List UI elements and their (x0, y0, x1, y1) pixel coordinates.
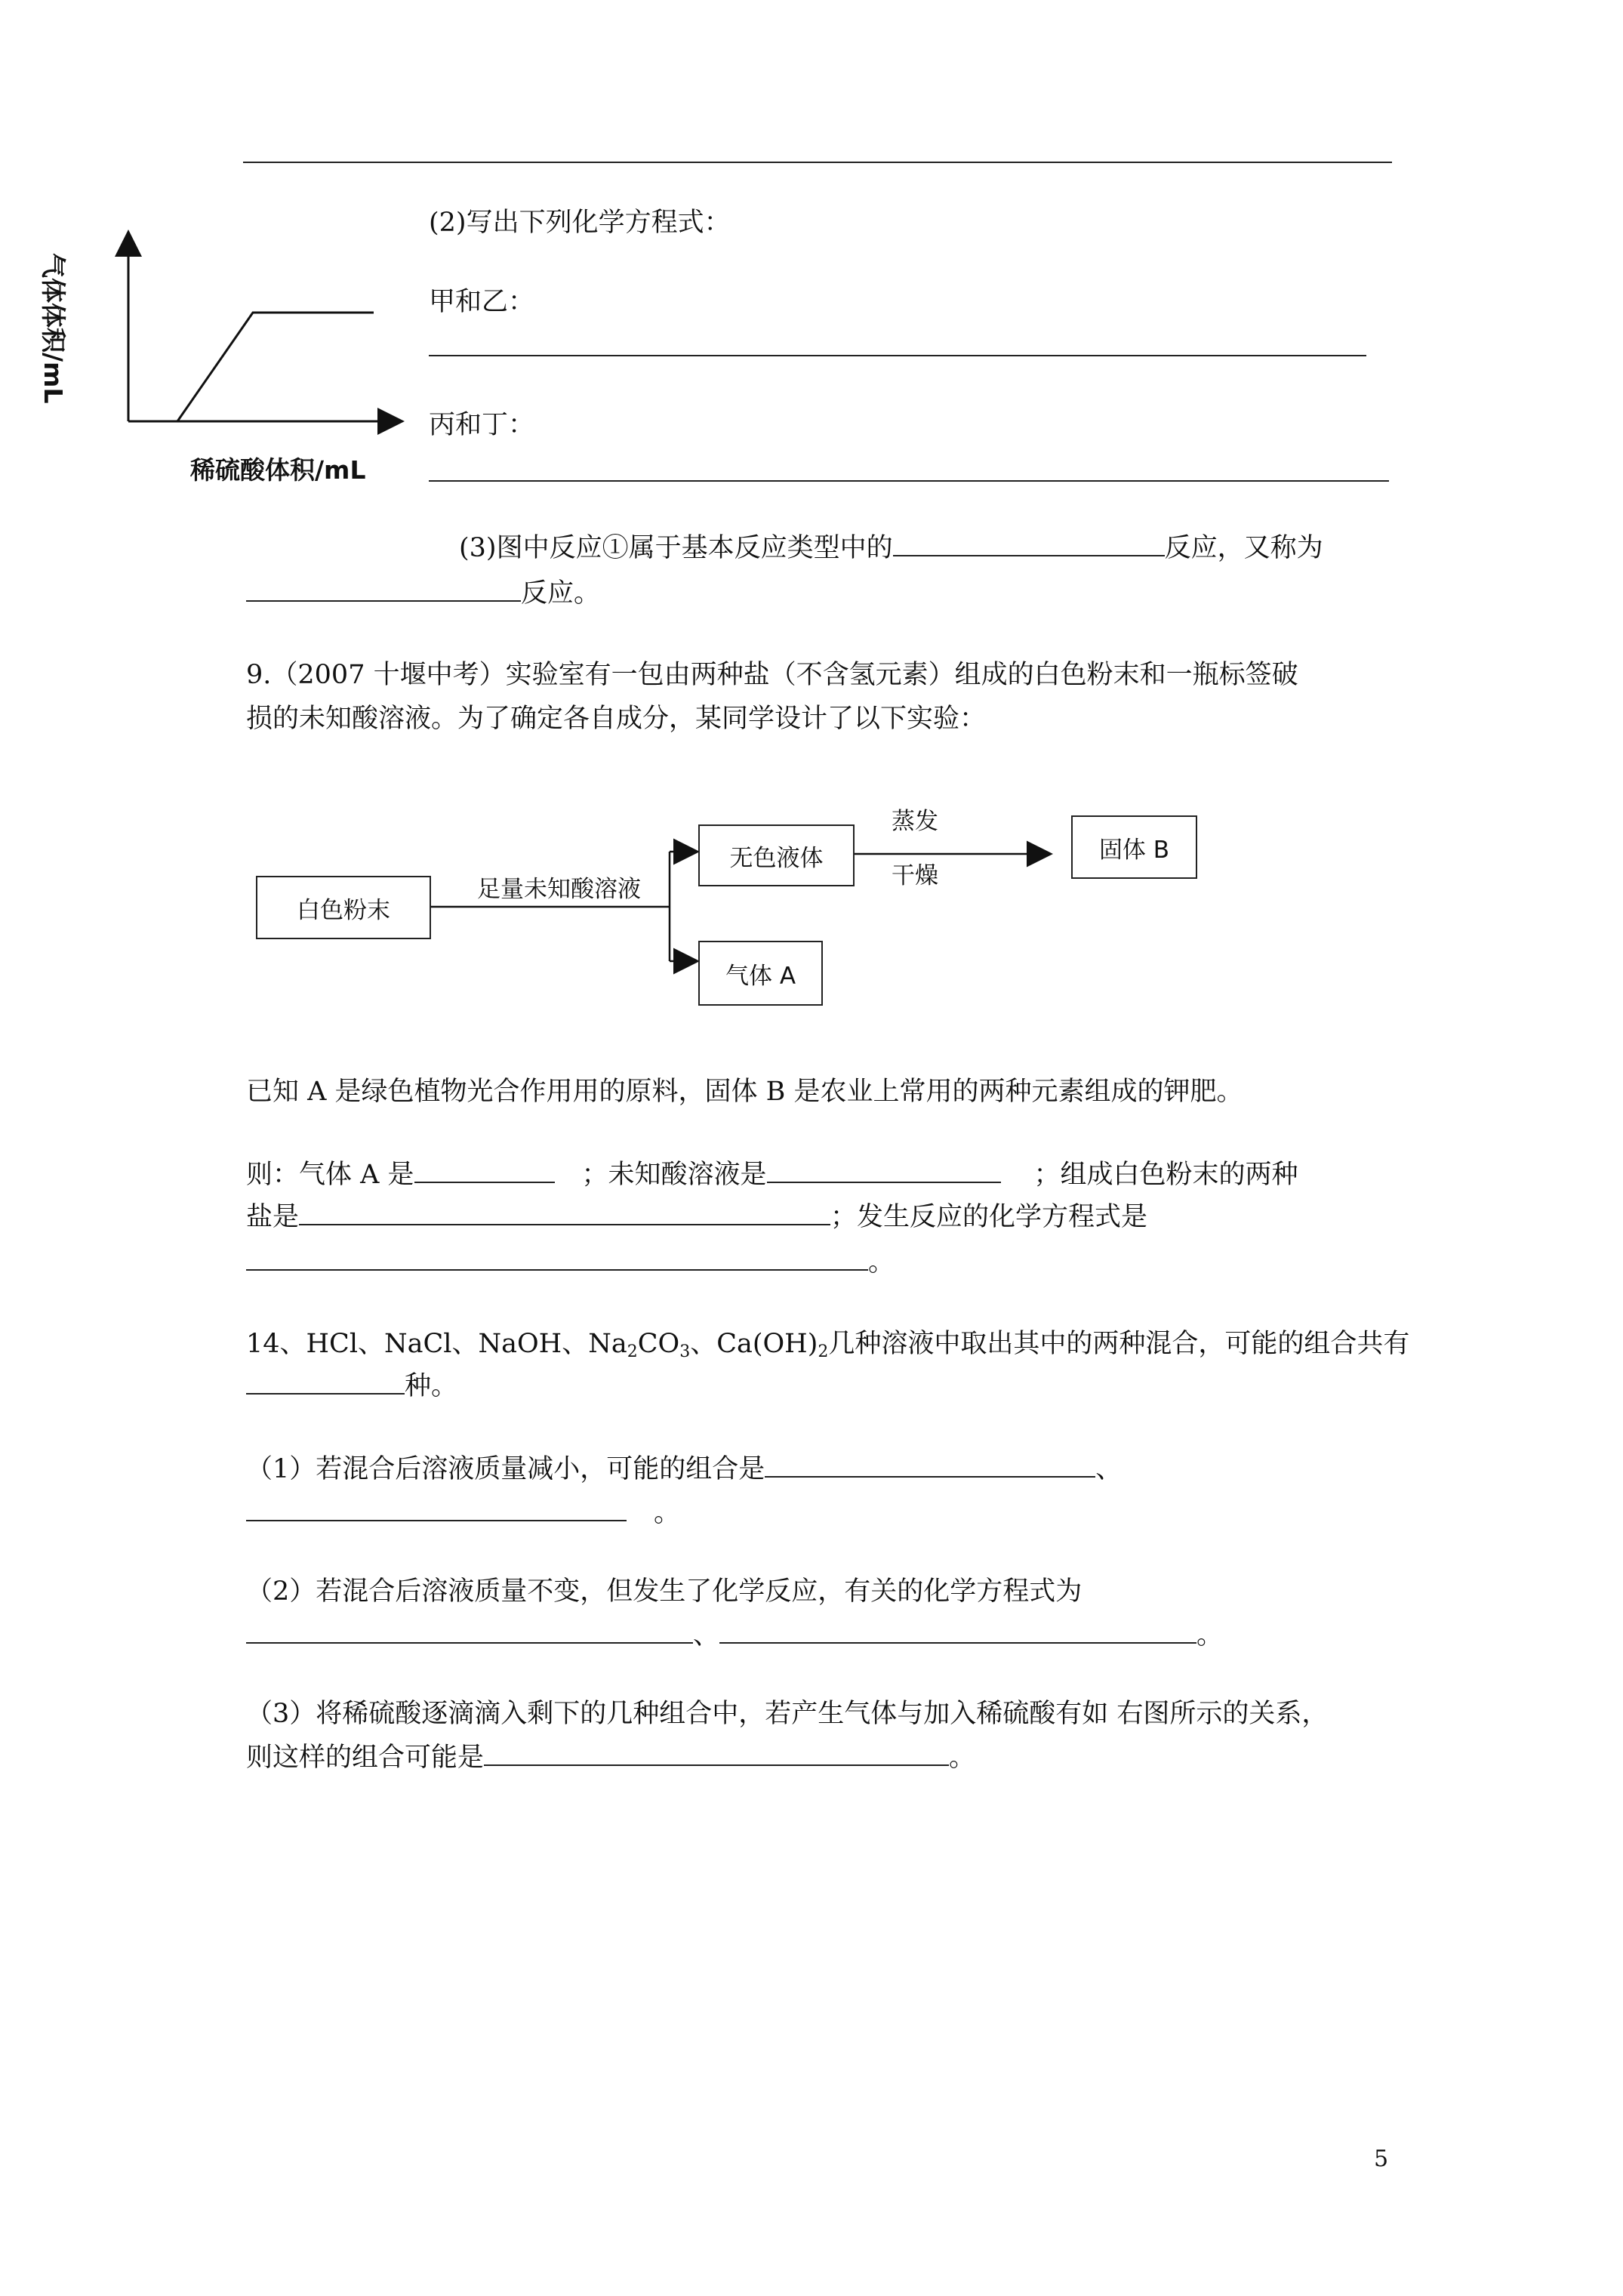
part3-text-c: 反应。 (521, 578, 601, 609)
q9-blank-equation (246, 1247, 868, 1271)
bing-ding-answer-line (429, 480, 1389, 482)
graph-curve (177, 313, 374, 421)
jia-yi-answer-line (429, 355, 1366, 356)
q14-intro-a: 14、HCl、NaCl、NaOH、Na (246, 1329, 627, 1359)
q14-intro-e: 种。 (405, 1371, 458, 1401)
part3-blank1 (893, 532, 1165, 556)
q14-p3-end: 。 (949, 1743, 976, 1773)
part3-blank2 (246, 578, 521, 602)
q9-answer-line1 (246, 1158, 1298, 1191)
q14-p2-blank1 (246, 1620, 693, 1644)
flow-label-acid: 足量未知酸溶液 (477, 876, 641, 903)
q14-p2-sep: 、 (693, 1620, 720, 1650)
q14-p3-text: 则这样的组合可能是 (246, 1743, 485, 1773)
q14-intro-line2 (246, 1370, 457, 1403)
q14-sub-co3: 3 (679, 1342, 691, 1361)
jia-yi-label: 甲和乙： (429, 287, 535, 317)
q14-sub-oh2: 2 (818, 1342, 829, 1361)
q9-ans-text5: ；发生反应的化学方程式是 (830, 1202, 1148, 1232)
q14-p1-blank1 (765, 1453, 1095, 1478)
q14-p3-blank (484, 1742, 949, 1766)
q14-intro-d: 几种溶液中取出其中的两种混合，可能的组合共有 (828, 1329, 1410, 1359)
q14-p1-end: 。 (654, 1498, 681, 1528)
q14-p3-line1: （3）将稀硫酸逐滴滴入剩下的几种组合中，若产生气体与加入稀硫酸有如 右图所示的关系， (246, 1699, 1329, 1729)
q14-p1-line2 (246, 1496, 680, 1530)
part3-line2 (246, 577, 600, 610)
q14-sub-na2: 2 (627, 1342, 638, 1361)
q14-blank-count (246, 1370, 405, 1395)
q14-intro-b: CO (637, 1329, 680, 1359)
part3-text-b: 反应，又称为 (1164, 533, 1323, 563)
q9-blank-acid (767, 1159, 1001, 1183)
q9-ans-text2: ；未知酸溶液是 (581, 1160, 767, 1190)
q9-line1: 9.（2007 十堰中考）实验室有一包由两种盐（不含氢元素）组成的白色粉末和一瓶标签破 (246, 660, 1298, 690)
box-white-powder: 白色粉末 (256, 876, 431, 939)
part3-text-a: (3)图中反应①属于基本反应类型中的 (459, 533, 893, 563)
header-rule (243, 162, 1392, 163)
box-gas-a: 气体 A (698, 941, 823, 1006)
part3-line1 (459, 532, 1323, 565)
bing-ding-label: 丙和丁： (429, 410, 535, 440)
q14-p1-line1 (246, 1453, 1122, 1486)
q9-line2: 损的未知酸溶液。为了确定各自成分，某同学设计了以下实验： (246, 704, 987, 734)
flow-label-evaporate: 蒸发 (892, 808, 938, 835)
page-number: 5 (1374, 2146, 1389, 2172)
q14-intro-line1 (246, 1327, 1409, 1369)
q14-p2-line2 (246, 1619, 1223, 1652)
q14-p1-sep: 、 (1095, 1454, 1123, 1484)
box-colorless-liquid: 无色液体 (698, 824, 855, 886)
q14-p3-line2 (246, 1741, 975, 1774)
q9-ans-text1: 则：气体 A 是 (246, 1160, 414, 1190)
graph-xlabel: 稀硫酸体积/mL (190, 455, 366, 485)
q14-p1-blank2 (246, 1497, 627, 1521)
part2-prompt: (2)写出下列化学方程式： (429, 208, 731, 238)
q9-blank-gas (414, 1159, 555, 1183)
q9-answer-line3 (246, 1246, 895, 1279)
q9-ans-text3: ；组成白色粉末的两种 (1033, 1160, 1298, 1190)
flow-label-dry: 干燥 (892, 862, 938, 889)
q9-answer-line2 (246, 1200, 1147, 1234)
box-solid-b: 固体 B (1071, 815, 1197, 879)
q14-intro-c: 、Ca(OH) (690, 1329, 818, 1359)
q14-p2-end: 。 (1196, 1620, 1224, 1650)
q9-ans-text4: 盐是 (246, 1202, 300, 1232)
q9-known: 已知 A 是绿色植物光合作用用的原料，固体 B 是农业上常用的两种元素组成的钾肥。 (246, 1077, 1243, 1107)
q14-p2-blank2 (719, 1620, 1196, 1644)
q9-ans-text6: 。 (868, 1247, 895, 1277)
q14-p1-text: （1）若混合后溶液质量减小，可能的组合是 (246, 1454, 765, 1484)
graph-ylabel: 气体体积/mL (38, 253, 68, 404)
q9-blank-salts (299, 1201, 830, 1225)
q14-p2-line1: （2）若混合后溶液质量不变，但发生了化学反应，有关的化学方程式为 (246, 1576, 1083, 1607)
